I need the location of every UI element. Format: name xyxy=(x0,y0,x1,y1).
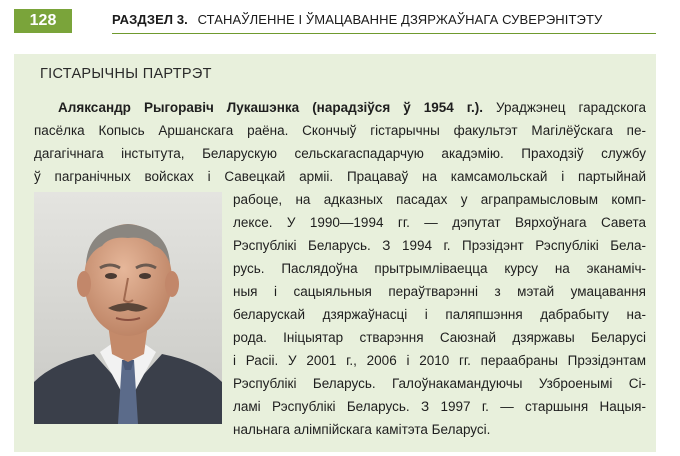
text-line: рабоце, на адказных пасадах у аграпрамысловым комп- xyxy=(233,192,646,207)
header-rule xyxy=(112,33,656,34)
text-line: ныя і сацыяльныя пераўтварэнні з мэтай умацавання xyxy=(233,284,646,299)
text-line: рода. Ініцыятар стварэння Саюзнай дзяржавы Беларусі xyxy=(233,330,646,345)
section-heading xyxy=(112,12,602,27)
biography-text xyxy=(34,96,646,441)
text-line: Рэспублікі Беларусь. З 1994 г. Прэзідэнт Рэспублікі Бела- xyxy=(233,238,646,253)
text-line: Рэспублікі Беларусь. Галоўнакамандуючы Узброенымі Сі- xyxy=(233,376,646,391)
person-name: Аляксандр Рыгоравіч Лукашэнка (нарадзіўся ў 1954 г.). xyxy=(58,100,484,115)
text-line: нальнага алімпійскага камітэта Беларусі. xyxy=(233,422,491,437)
text-line: пасёлка Копысь Аршанскага раёна. Скончыў гістарычны факультэт Магілёўскага пе- xyxy=(34,123,646,138)
text-line: беларускай дзяржаўнасці і паляпшэння дабрабыту на- xyxy=(233,307,646,322)
box-title: ГІСТАРЫЧНЫ ПАРТРЭТ xyxy=(40,66,212,82)
text-line: дагагічнага інстытута, Беларускую сельскагаспадарчую акадэмію. Праходзіў службу xyxy=(34,146,646,161)
section-title: СТАНАЎЛЕННЕ І ЎМАЦАВАННЕ ДЗЯРЖАЎНАГА СУВЕРЭНІТЭТУ xyxy=(197,12,603,27)
text-line: і Расіі. У 2001 г., 2006 і 2010 гг. пераабраны Прэзідэнтам xyxy=(233,353,646,368)
text-line: ламі Рэспублікі Беларусь. З 1997 г. — старшыня Нацыя- xyxy=(233,399,646,414)
page-number: 128 xyxy=(14,9,72,33)
text-line: русь. Паслядоўна прытрымліваецца курсу на эканаміч- xyxy=(233,261,646,276)
historical-portrait-box xyxy=(14,54,656,452)
text-line: лексе. У 1990—1994 гг. — дэпутат Вярхоўнага Савета xyxy=(233,215,646,230)
text-line: ў пагранічных войсках і Савецкай арміі. Працаваў на камсамольскай і партыйнай xyxy=(34,169,646,184)
text-line: Аляксандр Рыгоравіч Лукашэнка (нарадзіўся ў 1954 г.). Ураджэнец гарадскога xyxy=(58,100,647,115)
section-label: РАЗДЗЕЛ 3. xyxy=(112,12,188,27)
page-header xyxy=(0,0,680,40)
